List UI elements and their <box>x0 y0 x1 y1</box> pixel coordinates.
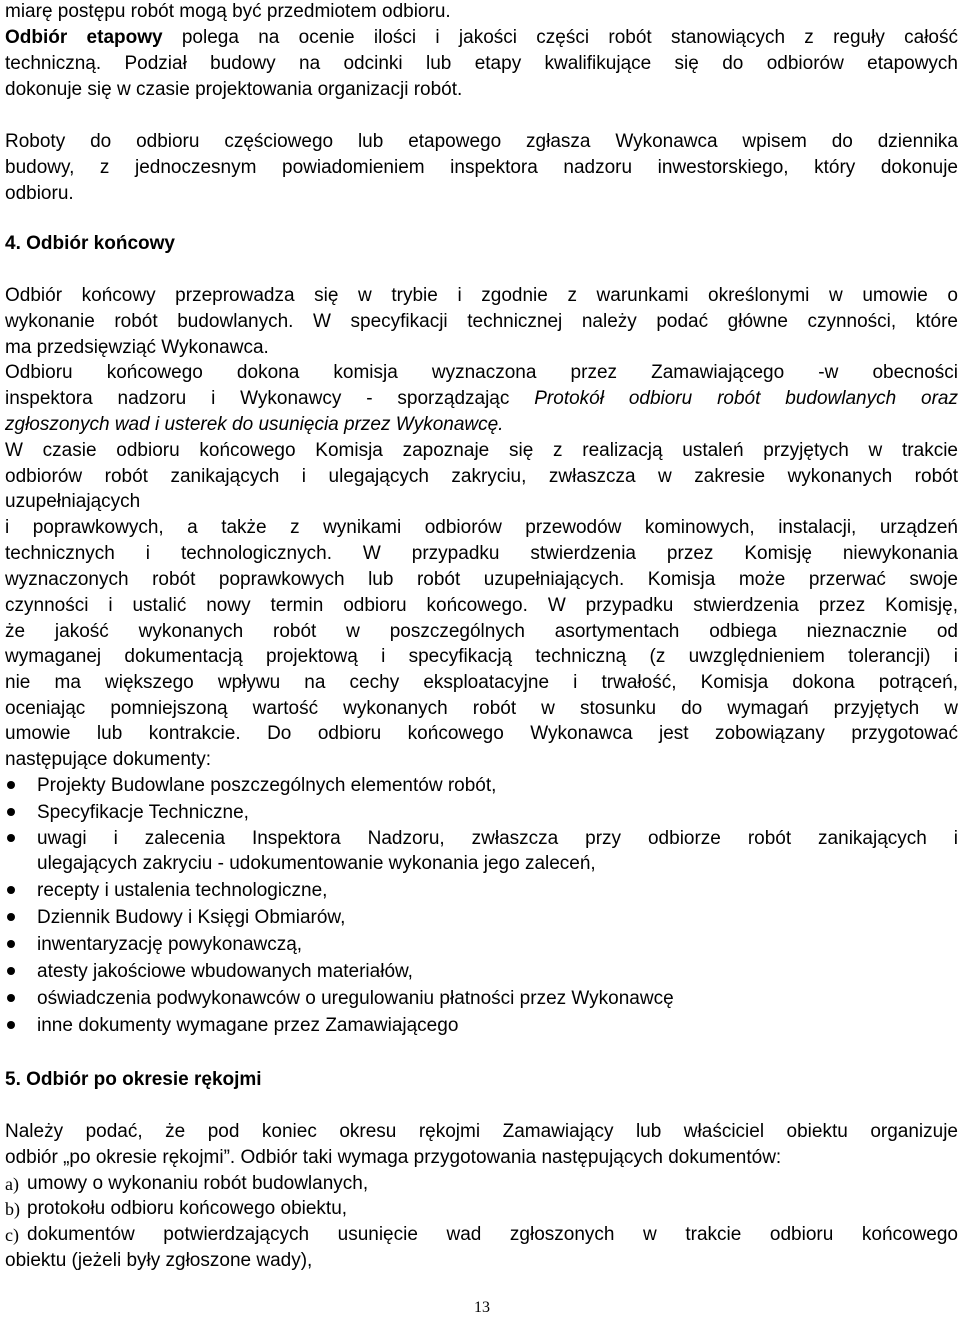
list-item: protokołu odbioru końcowego obiektu, <box>27 1198 348 1219</box>
list-item: atesty jakościowe wbudowanych materiałów, <box>37 961 413 982</box>
paragraph-line: obiektu (jeżeli były zgłoszone wady), <box>5 1250 313 1271</box>
section-heading: 4. Odbiór końcowy <box>5 233 175 254</box>
list-marker: b) <box>5 1199 20 1219</box>
paragraph-line: że jakość wykonanych robót w poszczególnych asortymentach odbiega nieznacznie od <box>5 621 958 642</box>
paragraph-line: Odbiór końcowy przeprowadza się w trybie i zgodnie z warunkami określonymi w umowie o <box>5 285 958 306</box>
list-item: uwagi i zalecenia Inspektora Nadzoru, zwłaszcza przy odbiorze robót zanikających i <box>37 828 958 849</box>
paragraph-line: dokonuje się w czasie projektowania organizacji robót. <box>5 79 463 100</box>
bullet-icon <box>7 781 15 789</box>
list-item: recepty i ustalenia technologiczne, <box>37 880 328 901</box>
bullet-icon <box>7 994 15 1002</box>
protocol-title: Protokół odbioru robót budowlanych oraz <box>534 388 958 409</box>
list-item: Dziennik Budowy i Księgi Obmiarów, <box>37 907 346 928</box>
paragraph-line: odbiór „po okresie rękojmi”. Odbiór taki wymaga przygotowania następujących dokumentów: <box>5 1147 782 1168</box>
bullet-icon <box>7 940 15 948</box>
paragraph-line: zgłoszonych wad i usterek do usunięcia przez Wykonawcę. <box>5 414 504 435</box>
paragraph-line: następujące dokumenty: <box>5 749 211 770</box>
list-item: dokumentów potwierdzających usunięcie wad zgłoszonych w trakcie odbioru końcowego <box>27 1224 958 1245</box>
bullet-icon <box>7 834 15 842</box>
term-odbior-etapowy: Odbiór etapowy <box>5 27 163 48</box>
page-number: 13 <box>474 1299 490 1316</box>
paragraph-line: Odbioru końcowego dokona komisja wyznaczona przez Zamawiającego -w obecności <box>5 362 958 383</box>
paragraph-line: techniczną. Podział budowy na odcinki lub etapy kwalifikujące się do odbiorów etapowych <box>5 53 958 74</box>
bullet-icon <box>7 808 15 816</box>
paragraph-line: ma przedsięwziąć Wykonawca. <box>5 337 269 358</box>
list-item: oświadczenia podwykonawców o uregulowaniu płatności przez Wykonawcę <box>37 988 674 1009</box>
paragraph-line: nie ma większego wpływu na cechy eksploatacyjne i trwałość, Komisja dokona potrąceń, <box>5 672 958 693</box>
paragraph-line: Odbiór etapowy polega na ocenie ilości i jakości części robót stanowiących z reguły całość <box>5 27 958 48</box>
paragraph-line: czynności i ustalić nowy termin odbioru końcowego. W przypadku stwierdzenia przez Komisję, <box>5 595 958 616</box>
section-heading: 5. Odbiór po okresie rękojmi <box>5 1069 262 1090</box>
bullet-icon <box>7 967 15 975</box>
list-marker: a) <box>5 1174 19 1194</box>
paragraph-line: Roboty do odbioru częściowego lub etapowego zgłasza Wykonawca wpisem do dziennika <box>5 131 958 152</box>
paragraph-line: uzupełniających <box>5 491 141 512</box>
bullet-icon <box>7 913 15 921</box>
paragraph-line: umowie lub kontrakcie. Do odbioru końcowego Wykonawca jest zobowiązany przygotować <box>5 723 958 744</box>
paragraph-line: i poprawkowych, a także z wynikami odbiorów przewodów kominowych, instalacji, urządzeń <box>5 517 958 538</box>
list-item: Specyfikacje Techniczne, <box>37 802 249 823</box>
bullet-icon <box>7 886 15 894</box>
paragraph-line: odbioru. <box>5 183 74 204</box>
paragraph-line: wymaganej dokumentacją projektową i specyfikacją techniczną (z uwzględnieniem tolerancji) i <box>5 646 958 667</box>
list-item: umowy o wykonaniu robót budowlanych, <box>27 1173 369 1194</box>
list-item: inwentaryzację powykonawczą, <box>37 934 303 955</box>
paragraph-line: budowy, z jednoczesnym powiadomieniem inspektora nadzoru inwestorskiego, który dokonuje <box>5 157 958 178</box>
list-marker: c) <box>5 1225 19 1245</box>
list-item: inne dokumenty wymagane przez Zamawiającego <box>37 1015 459 1036</box>
paragraph-line: wyznaczonych robót poprawkowych lub robót uzupełniających. Komisja może przerwać swoje <box>5 569 958 590</box>
paragraph-line: wykonanie robót budowlanych. W specyfikacji technicznej należy podać główne czynności, które <box>5 311 958 332</box>
list-item-continuation: ulegających zakryciu - udokumentowanie wykonania jego zaleceń, <box>37 853 596 874</box>
paragraph-line: oceniając pomniejszoną wartość wykonanych robót w stosunku do wymagań przyjętych w <box>5 698 958 719</box>
bullet-icon <box>7 1021 15 1029</box>
paragraph-line: technicznych i technologicznych. W przypadku stwierdzenia przez Komisję niewykonania <box>5 543 958 564</box>
paragraph-line: odbiorów robót zanikających i ulegających zakryciu, zwłaszcza w zakresie wykonanych robót <box>5 466 958 487</box>
paragraph-line: W czasie odbioru końcowego Komisja zapoznaje się z realizacją ustaleń przyjętych w trakcie <box>5 440 958 461</box>
paragraph-line: inspektora nadzoru i Wykonawcy - sporządzając Protokół odbioru robót budowlanych oraz <box>5 388 958 409</box>
list-item: Projekty Budowlane poszczególnych elementów robót, <box>37 775 497 796</box>
paragraph-line: miarę postępu robót mogą być przedmiotem odbioru. <box>5 1 451 22</box>
paragraph-line: Należy podać, że pod koniec okresu rękojmi Zamawiający lub właściciel obiektu organizuje <box>5 1121 958 1142</box>
